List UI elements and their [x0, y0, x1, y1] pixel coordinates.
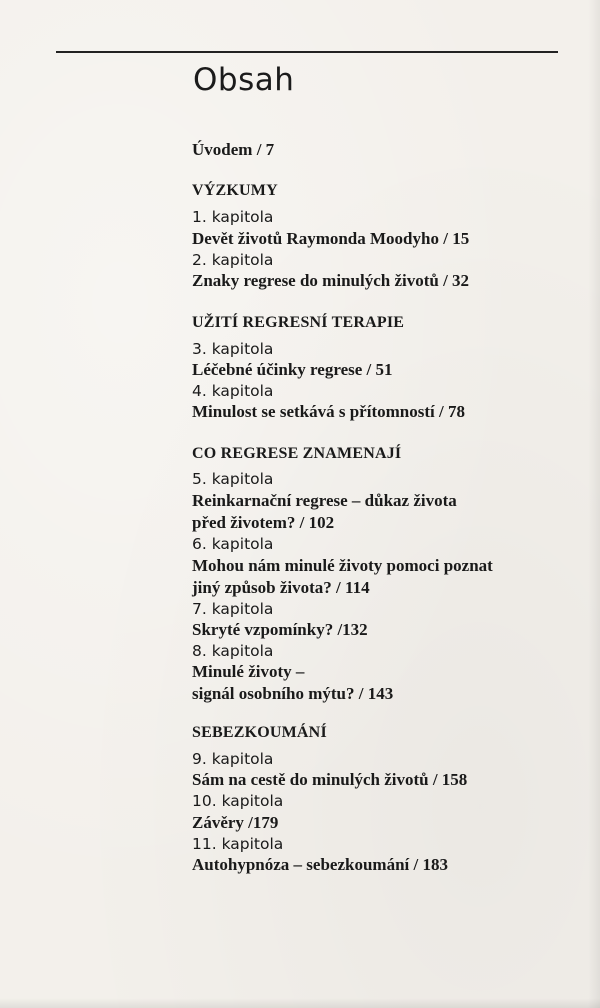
chapter-title-continued: jiný způsob života? / 114	[192, 578, 370, 597]
chapter-label: 11. kapitola	[192, 835, 284, 853]
chapter-title: Znaky regrese do minulých životů / 32	[192, 271, 470, 290]
chapter-label: 4. kapitola	[192, 382, 274, 400]
top-rule	[56, 51, 558, 53]
chapter-title: Závěry /179	[192, 813, 279, 832]
chapter-label: 9. kapitola	[192, 750, 274, 768]
section-heading: SEBEZKOUMÁNÍ	[192, 724, 327, 741]
chapter-label: 3. kapitola	[192, 340, 274, 358]
page-title: Obsah	[193, 62, 295, 98]
chapter-title: Léčebné účinky regrese / 51	[192, 360, 393, 379]
chapter-label: 10. kapitola	[192, 792, 284, 810]
chapter-label: 6. kapitola	[192, 535, 274, 553]
chapter-title: Minulé životy –	[192, 662, 305, 681]
toc-intro-entry: Úvodem / 7	[192, 140, 275, 159]
chapter-title-continued: signál osobního mýtu? / 143	[192, 684, 394, 703]
chapter-title: Skryté vzpomínky? /132	[192, 620, 368, 639]
section-heading: VÝZKUMY	[192, 182, 278, 199]
chapter-label: 7. kapitola	[192, 600, 274, 618]
chapter-title: Reinkarnační regrese – důkaz života	[192, 491, 457, 510]
chapter-title: Autohypnóza – sebezkoumání / 183	[192, 855, 448, 874]
section-heading: UŽITÍ REGRESNÍ TERAPIE	[192, 314, 405, 331]
chapter-title: Mohou nám minulé životy pomoci poznat	[192, 556, 493, 575]
chapter-title: Minulost se setkává s přítomností / 78	[192, 402, 465, 421]
chapter-title: Devět životů Raymonda Moodyho / 15	[192, 229, 470, 248]
section-heading: CO REGRESE ZNAMENAJÍ	[192, 445, 402, 462]
page-bottom-shadow	[0, 998, 600, 1008]
chapter-label: 2. kapitola	[192, 251, 274, 269]
chapter-label: 1. kapitola	[192, 208, 274, 226]
chapter-title-continued: před životem? / 102	[192, 513, 335, 532]
page-edge-shadow	[588, 0, 600, 1008]
chapter-label: 8. kapitola	[192, 642, 274, 660]
chapter-title: Sám na cestě do minulých životů / 158	[192, 770, 468, 789]
chapter-label: 5. kapitola	[192, 470, 274, 488]
